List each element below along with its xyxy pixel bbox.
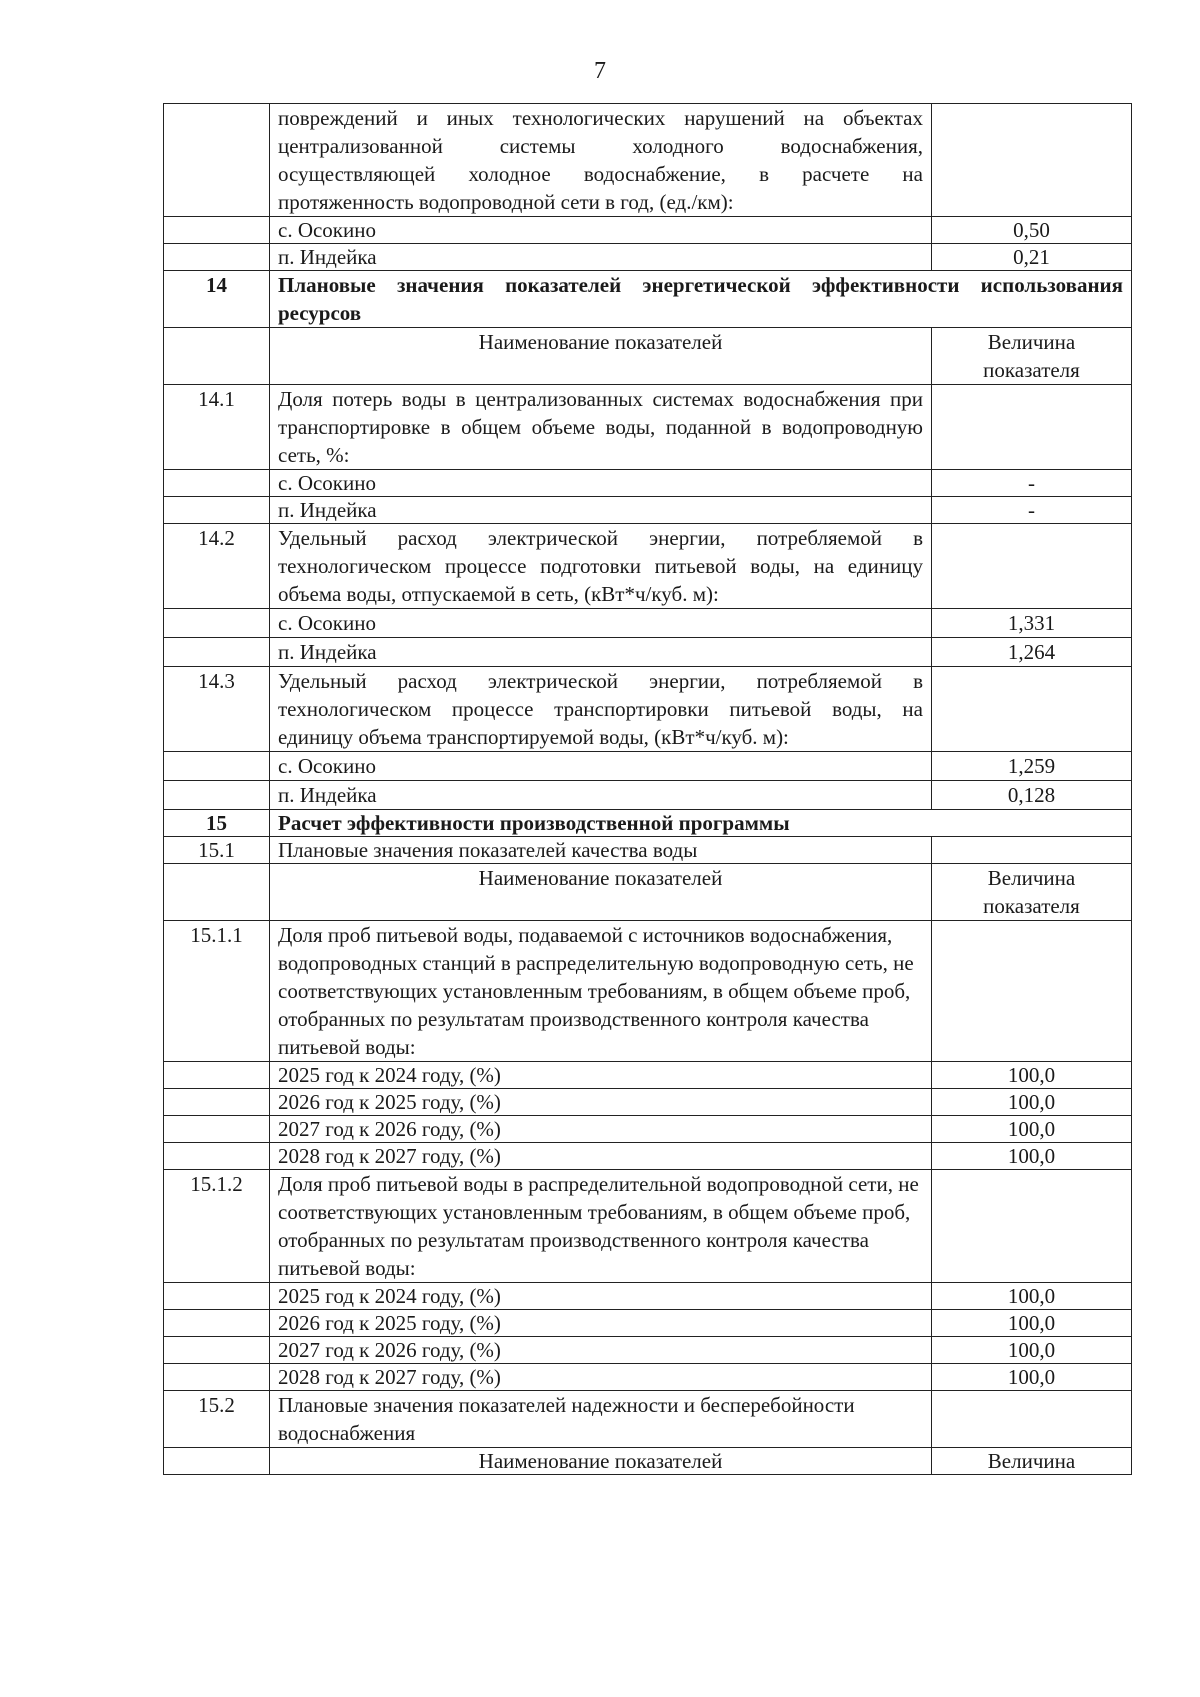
row-number [164, 1089, 270, 1116]
row-value [932, 921, 1132, 1062]
row-text: с. Осокино [270, 217, 932, 244]
row-number: 15.1 [164, 837, 270, 864]
row-value: 100,0 [932, 1337, 1132, 1364]
row-number [164, 1143, 270, 1170]
row-text: 2026 год к 2025 году, (%) [270, 1089, 932, 1116]
row-value [932, 837, 1132, 864]
row-number [164, 1062, 270, 1089]
row-text: п. Индейка [270, 497, 932, 524]
column-header-value: Величина [932, 1448, 1132, 1475]
section-row [164, 271, 1132, 328]
table-row [164, 1391, 1132, 1448]
table-row [164, 244, 1132, 271]
table-row [164, 1062, 1132, 1089]
row-number: 15.1.1 [164, 921, 270, 1062]
row-value: 0,50 [932, 217, 1132, 244]
table-row [164, 837, 1132, 864]
table-row [164, 1337, 1132, 1364]
table-row [164, 217, 1132, 244]
row-text: с. Осокино [270, 609, 932, 638]
row-number [164, 104, 270, 217]
row-text: Удельный расход электрической энергии, потребляемой в технологическом процессе транспортировки питьевой воды, на единицу объема транспортируемой воды, (кВт*ч/куб. м): [270, 667, 932, 752]
row-value: 100,0 [932, 1089, 1132, 1116]
row-text: с. Осокино [270, 470, 932, 497]
row-text: 2025 год к 2024 году, (%) [270, 1062, 932, 1089]
row-number: 14.1 [164, 385, 270, 470]
row-number [164, 752, 270, 781]
column-header-value: Величина показателя [932, 328, 1132, 385]
section-number: 15 [164, 810, 270, 837]
row-value [932, 667, 1132, 752]
row-number [164, 244, 270, 271]
row-text: Доля проб питьевой воды в распределительной водопроводной сети, не соответствующих установленным требованиям, в общем объеме проб, отобранных по результатам производственного контроля качества питьевой воды: [270, 1170, 932, 1283]
table-row [164, 524, 1132, 609]
table-row [164, 104, 1132, 217]
row-number [164, 1310, 270, 1337]
table-row [164, 1089, 1132, 1116]
row-text: Удельный расход электрической энергии, потребляемой в технологическом процессе подготовки питьевой воды, на единицу объема воды, отпускаемой в сеть, (кВт*ч/куб. м): [270, 524, 932, 609]
table-row [164, 609, 1132, 638]
row-text: повреждений и иных технологических нарушений на объектах централизованной системы холодного водоснабжения, осуществляющей холодное водоснабжение, в расчете на протяженность водопроводной сети в год, (ед./км): [270, 104, 932, 217]
column-header-row [164, 864, 1132, 921]
row-number [164, 1448, 270, 1475]
row-text: Плановые значения показателей качества воды [270, 837, 932, 864]
row-number [164, 638, 270, 667]
row-text: Доля потерь воды в централизованных системах водоснабжения при транспортировке в общем объеме воды, поданной в водопроводную сеть, %: [270, 385, 932, 470]
row-text: 2027 год к 2026 году, (%) [270, 1116, 932, 1143]
row-number [164, 217, 270, 244]
column-header-name: Наименование показателей [270, 328, 932, 385]
table-row [164, 470, 1132, 497]
row-value [932, 385, 1132, 470]
row-text: 2026 год к 2025 году, (%) [270, 1310, 932, 1337]
column-header-row [164, 328, 1132, 385]
section-number: 14 [164, 271, 270, 328]
row-number [164, 328, 270, 385]
table-row [164, 1364, 1132, 1391]
row-value: 1,331 [932, 609, 1132, 638]
table-row [164, 752, 1132, 781]
row-number [164, 497, 270, 524]
column-header-name: Наименование показателей [270, 1448, 932, 1475]
section-row [164, 810, 1132, 837]
row-number [164, 609, 270, 638]
row-number [164, 1116, 270, 1143]
row-number [164, 1283, 270, 1310]
row-value [932, 104, 1132, 217]
row-text: 2025 год к 2024 году, (%) [270, 1283, 932, 1310]
table-row [164, 1310, 1132, 1337]
column-header-value: Величина показателя [932, 864, 1132, 921]
row-text: Доля проб питьевой воды, подаваемой с источников водоснабжения, водопроводных станций в распределительную водопроводную сеть, не соответствующих установленным требованиям, в общем объеме проб, отобранных по результатам производственного контроля качества питьевой воды: [270, 921, 932, 1062]
indicators-table-body [164, 104, 1132, 1475]
row-number [164, 1364, 270, 1391]
row-value: 0,128 [932, 781, 1132, 810]
row-value: 100,0 [932, 1310, 1132, 1337]
row-text: п. Индейка [270, 781, 932, 810]
row-text: 2027 год к 2026 году, (%) [270, 1337, 932, 1364]
row-text: п. Индейка [270, 638, 932, 667]
table-row [164, 921, 1132, 1062]
row-value: 100,0 [932, 1364, 1132, 1391]
row-number: 15.1.2 [164, 1170, 270, 1283]
table-row [164, 638, 1132, 667]
row-value: 100,0 [932, 1283, 1132, 1310]
table-row [164, 1116, 1132, 1143]
table-row [164, 1170, 1132, 1283]
column-header-row [164, 1448, 1132, 1475]
row-value: 0,21 [932, 244, 1132, 271]
table-row [164, 1143, 1132, 1170]
row-number: 14.2 [164, 524, 270, 609]
section-title: Плановые значения показателей энергетической эффективности использования ресурсов [270, 271, 1132, 328]
row-number [164, 781, 270, 810]
row-number [164, 470, 270, 497]
row-text: 2028 год к 2027 году, (%) [270, 1143, 932, 1170]
row-value [932, 1391, 1132, 1448]
column-header-name: Наименование показателей [270, 864, 932, 921]
row-value: 1,264 [932, 638, 1132, 667]
table-row [164, 667, 1132, 752]
row-value: 100,0 [932, 1062, 1132, 1089]
row-value: - [932, 470, 1132, 497]
table-row [164, 497, 1132, 524]
row-value: - [932, 497, 1132, 524]
row-text: с. Осокино [270, 752, 932, 781]
page-number: 7 [594, 58, 606, 84]
row-number [164, 1337, 270, 1364]
row-value: 100,0 [932, 1116, 1132, 1143]
section-title: Расчет эффективности производственной программы [270, 810, 1132, 837]
indicators-table [163, 103, 1132, 1475]
row-value [932, 1170, 1132, 1283]
row-value: 100,0 [932, 1143, 1132, 1170]
table-row [164, 385, 1132, 470]
row-text: Плановые значения показателей надежности и бесперебойности водоснабжения [270, 1391, 932, 1448]
row-number: 14.3 [164, 667, 270, 752]
table-row [164, 1283, 1132, 1310]
row-text: 2028 год к 2027 году, (%) [270, 1364, 932, 1391]
row-text: п. Индейка [270, 244, 932, 271]
row-number [164, 864, 270, 921]
row-number: 15.2 [164, 1391, 270, 1448]
row-value [932, 524, 1132, 609]
table-row [164, 781, 1132, 810]
row-value: 1,259 [932, 752, 1132, 781]
